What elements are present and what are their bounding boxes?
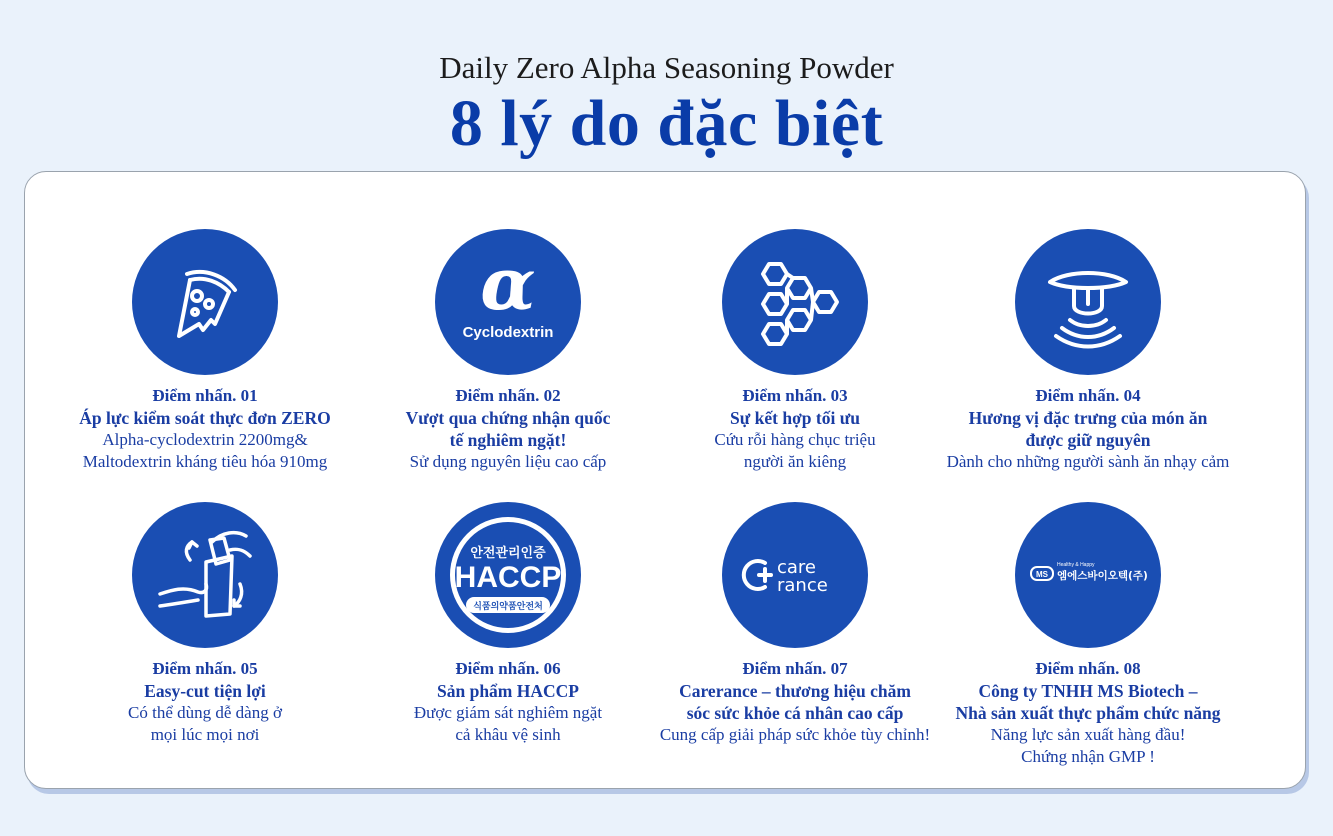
- feature-desc: Cứu rỗi hàng chục triệu: [714, 430, 876, 449]
- feature-item-05: [55, 502, 355, 746]
- feature-heading: Carerance – thương hiệu chăm: [679, 681, 911, 701]
- easy-cut-hands-icon: [132, 502, 278, 648]
- feature-desc: cả khâu vệ sinh: [455, 725, 561, 744]
- feature-heading: tế nghiêm ngặt!: [449, 430, 567, 450]
- feature-item-01: [55, 229, 355, 473]
- feature-heading: Sự kết hợp tối ưu: [730, 408, 860, 428]
- feature-desc: Cung cấp giải pháp sức khỏe tùy chỉnh!: [659, 725, 931, 744]
- feature-label: Điểm nhấn. 06: [455, 659, 561, 678]
- feature-item-04: [938, 229, 1238, 473]
- feature-heading: được giữ nguyên: [1025, 430, 1151, 450]
- healthy-happy-text: Healthy & Happy: [1057, 562, 1095, 568]
- haccp-text: HACCP: [454, 561, 562, 594]
- page-subtitle: Daily Zero Alpha Seasoning Powder: [439, 50, 894, 85]
- feature-desc: Chứng nhận GMP !: [1021, 747, 1155, 766]
- feature-label: Điểm nhấn. 04: [1035, 386, 1141, 405]
- alpha-cyclodextrin-icon: [435, 229, 581, 375]
- pizza-icon: [132, 229, 278, 375]
- feature-label: Điểm nhấn. 03: [742, 386, 848, 405]
- molecule-icon: [722, 229, 868, 375]
- rance-text: rance: [777, 575, 828, 596]
- haccp-bottom-text: 식품의약품안전처: [473, 602, 543, 612]
- carerance-logo-icon: [722, 502, 868, 648]
- feature-heading: Nhà sản xuất thực phẩm chức năng: [955, 703, 1221, 723]
- feature-desc: Sử dụng nguyên liệu cao cấp: [409, 452, 607, 471]
- feature-label: Điểm nhấn. 08: [1035, 659, 1141, 678]
- feature-label: Điểm nhấn. 05: [152, 659, 258, 678]
- ms-text: MS: [1036, 570, 1048, 579]
- feature-heading: Vượt qua chứng nhận quốc: [405, 408, 611, 428]
- haccp-badge-icon: [435, 502, 581, 648]
- feature-heading: sóc sức khỏe cá nhân cao cấp: [686, 703, 904, 723]
- feature-item-03: [645, 229, 945, 473]
- feature-desc: người ăn kiêng: [743, 452, 847, 471]
- feature-heading: Sản phẩm HACCP: [437, 681, 579, 701]
- feature-desc: Alpha-cyclodextrin 2200mg&: [102, 430, 308, 449]
- feature-item-06: [358, 502, 658, 746]
- feature-heading: Công ty TNHH MS Biotech –: [978, 681, 1198, 701]
- ms-biotech-korean-text: 엠에스바이오텍(주): [1057, 570, 1148, 582]
- cyclodextrin-text: Cyclodextrin: [462, 324, 554, 341]
- feature-label: Điểm nhấn. 07: [742, 659, 848, 678]
- feature-item-08: [938, 502, 1238, 768]
- haccp-top-text: 안전관리인증: [470, 546, 546, 561]
- feature-desc: Được giám sát nghiêm ngặt: [413, 703, 603, 722]
- feature-desc: Dành cho những người sành ăn nhạy cảm: [946, 452, 1230, 471]
- page-title: 8 lý do đặc biệt: [449, 87, 884, 160]
- features-card: [24, 171, 1306, 789]
- feature-desc: Có thể dùng dễ dàng ở: [128, 703, 282, 722]
- feature-desc: Năng lực sản xuất hàng đầu!: [990, 725, 1186, 744]
- feature-label: Điểm nhấn. 02: [455, 386, 561, 405]
- feature-item-02: [358, 229, 658, 473]
- feature-item-07: [645, 502, 945, 746]
- alpha-glyph: α: [480, 241, 536, 326]
- care-text: care: [777, 557, 817, 578]
- feature-desc: Maltodextrin kháng tiêu hóa 910mg: [82, 452, 328, 471]
- feature-label: Điểm nhấn. 01: [152, 386, 258, 405]
- feature-heading: Easy-cut tiện lợi: [144, 681, 266, 701]
- ms-biotech-logo-icon: [1015, 502, 1161, 648]
- feature-heading: Hương vị đặc trưng của món ăn: [968, 408, 1208, 428]
- feature-heading: Áp lực kiểm soát thực đơn ZERO: [79, 408, 331, 428]
- feature-desc: mọi lúc mọi nơi: [150, 725, 260, 744]
- tongue-taste-icon: [1015, 229, 1161, 375]
